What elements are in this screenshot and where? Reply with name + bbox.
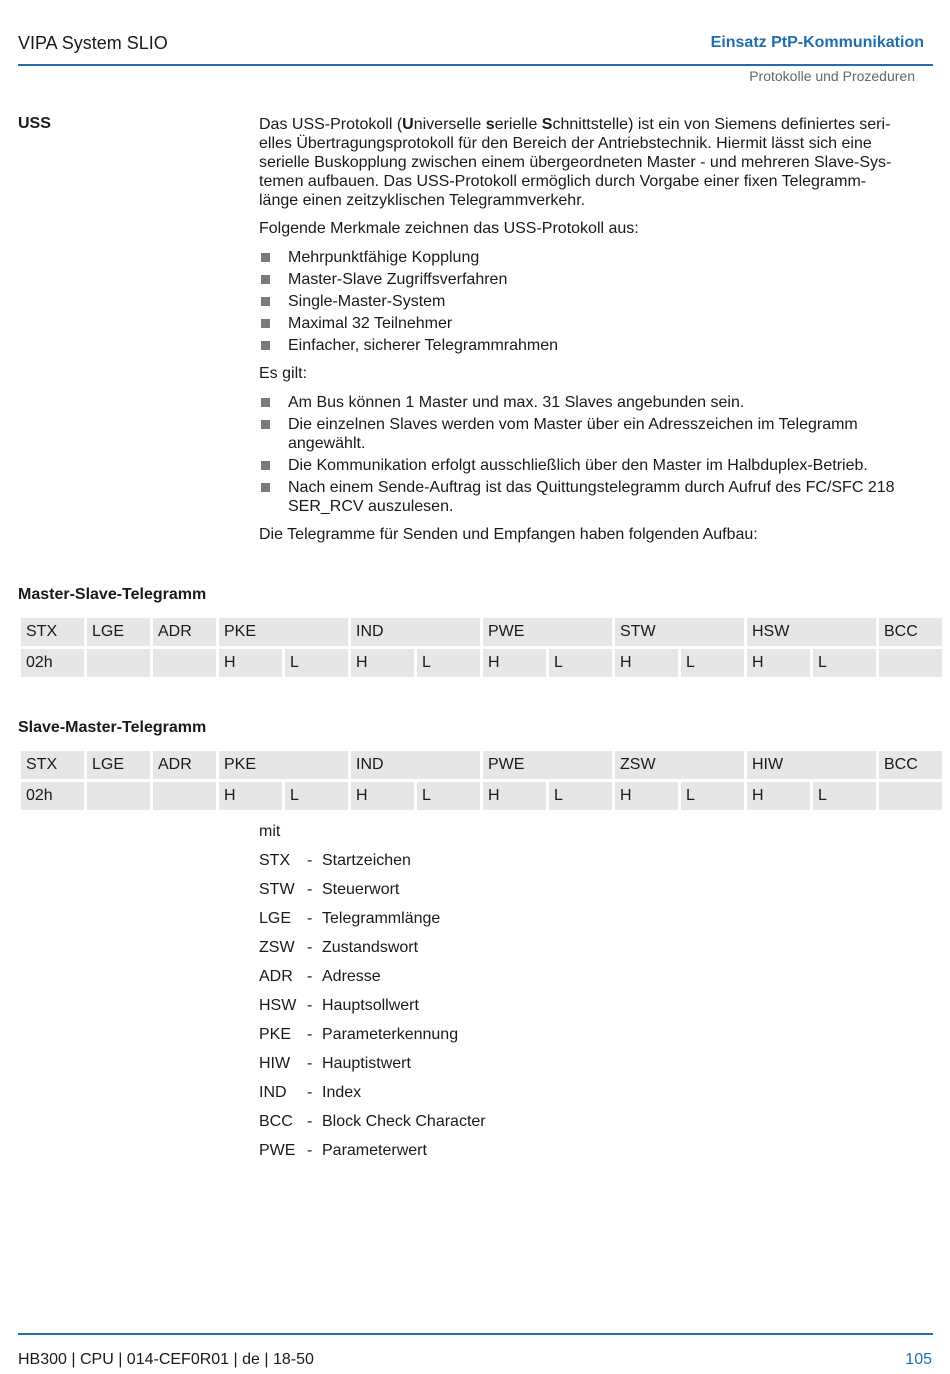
abbreviation-value: Hauptsollwert — [322, 997, 419, 1014]
rules-list — [259, 393, 934, 516]
table-header-cell: HIW — [747, 751, 876, 779]
table-cell: H — [219, 649, 282, 677]
table-cell: 02h — [21, 649, 84, 677]
abbreviation-value: Telegrammlänge — [322, 910, 441, 927]
page-number: 105 — [905, 1351, 932, 1368]
master-slave-heading: Master-Slave-Telegramm — [18, 586, 207, 603]
list-item — [259, 456, 934, 475]
table-cell: H — [351, 782, 414, 810]
table-cell: L — [681, 649, 744, 677]
table-cell — [153, 782, 216, 810]
list-item-text: SER_RCV auszulesen. — [288, 498, 454, 515]
table-cell: L — [813, 649, 876, 677]
table-header-cell: IND — [351, 751, 480, 779]
abbreviation-dash: - — [307, 881, 313, 898]
abbreviation-row — [259, 909, 486, 938]
list-item-text: Die einzelnen Slaves werden vom Master über ein Adresszeichen im Telegramm — [288, 416, 858, 433]
list-item-text: Single-Master-System — [288, 293, 446, 310]
abbreviation-label: mit — [259, 823, 281, 840]
table-cell: L — [813, 782, 876, 810]
master-slave-table — [18, 615, 945, 680]
abbreviation-legend — [259, 822, 486, 1170]
section-title: Protokolle und Prozeduren — [749, 68, 915, 84]
square-bullet-icon — [261, 319, 270, 328]
intro-paragraph — [259, 115, 934, 210]
abbreviation-dash: - — [307, 997, 313, 1014]
intro-bold-u: U — [402, 116, 414, 133]
list-item-text: Einfacher, sicherer Telegrammrahmen — [288, 337, 559, 354]
abbreviation-key: LGE — [259, 910, 292, 927]
abbreviation-row — [259, 1141, 486, 1170]
table-header-cell: PKE — [219, 618, 348, 646]
abbreviation-row — [259, 996, 486, 1025]
table-header-cell: BCC — [879, 751, 942, 779]
list-item — [259, 314, 934, 333]
abbreviation-value: Steuerwort — [322, 881, 400, 898]
table-cell — [87, 649, 150, 677]
chapter-title: Einsatz PtP-Kommunikation — [710, 34, 924, 51]
list-item-text: Master-Slave Zugriffsverfahren — [288, 271, 508, 288]
square-bullet-icon — [261, 297, 270, 306]
list-item — [259, 415, 934, 453]
list-item-text: Am Bus können 1 Master und max. 31 Slaves angebunden sein. — [288, 394, 745, 411]
list-item-text: Maximal 32 Teilnehmer — [288, 315, 453, 332]
abbreviation-key: PKE — [259, 1026, 292, 1043]
abbreviation-dash: - — [307, 910, 313, 927]
intro-text: erielle — [494, 116, 542, 133]
table-cell: H — [483, 782, 546, 810]
intro-text: niverselle — [413, 116, 486, 133]
abbreviation-row — [259, 880, 486, 909]
list-item — [259, 336, 934, 355]
table-header-cell: IND — [351, 618, 480, 646]
table-cell: H — [483, 649, 546, 677]
table-cell: L — [285, 782, 348, 810]
abbreviation-key: HSW — [259, 997, 297, 1014]
table-cell: H — [615, 782, 678, 810]
slave-master-heading: Slave-Master-Telegramm — [18, 719, 207, 736]
square-bullet-icon — [261, 275, 270, 284]
intro-line-2: elles Übertragungsprotokoll für den Bereich der Antriebstechnik. Hiermit lässt sich eine — [259, 135, 872, 152]
table-header-cell: BCC — [879, 618, 942, 646]
abbreviation-dash: - — [307, 1113, 313, 1130]
abbreviation-row — [259, 851, 486, 880]
square-bullet-icon — [261, 483, 270, 492]
list-item — [259, 248, 934, 267]
list-item-text: Die Kommunikation erfolgt ausschließlich über den Master im Halbduplex-Betrieb. — [288, 457, 868, 474]
intro-line-3: serielle Buskopplung zwischen einem übergeordneten Master - und mehreren Slave-Sys- — [259, 154, 892, 171]
list-item — [259, 270, 934, 289]
table-header-cell: PWE — [483, 751, 612, 779]
table-header-cell: ADR — [153, 618, 216, 646]
abbreviation-dash: - — [307, 852, 313, 869]
table-cell: H — [615, 649, 678, 677]
header-rule — [18, 64, 933, 66]
telegram-intro: Die Telegramme für Senden und Empfangen haben folgenden Aufbau: — [259, 526, 758, 543]
abbreviation-key: BCC — [259, 1113, 293, 1130]
table-header-cell: LGE — [87, 618, 150, 646]
footer-rule — [18, 1333, 933, 1335]
square-bullet-icon — [261, 420, 270, 429]
body-column — [259, 115, 934, 544]
abbreviation-key: IND — [259, 1084, 287, 1101]
abbreviation-value: Parameterkennung — [322, 1026, 459, 1043]
abbreviation-row — [259, 1083, 486, 1112]
list-item-text: angewählt. — [288, 435, 366, 452]
table-header-cell: ZSW — [615, 751, 744, 779]
intro-line-1 — [259, 116, 890, 133]
table-cell: L — [417, 649, 480, 677]
table-header-cell: STX — [21, 751, 84, 779]
abbreviation-row — [259, 1025, 486, 1054]
intro-bold-s2: S — [541, 116, 553, 133]
abbreviation-value: Index — [322, 1084, 362, 1101]
table-cell: L — [285, 649, 348, 677]
abbreviation-value: Zustandswort — [322, 939, 419, 956]
list-item — [259, 393, 934, 412]
abbreviation-value: Hauptistwert — [322, 1055, 411, 1072]
table-cell — [153, 649, 216, 677]
footer-document-info: HB300 | CPU | 014-CEF0R01 | de | 18-50 — [18, 1351, 314, 1368]
abbreviation-value: Adresse — [322, 968, 381, 985]
abbreviation-key: HIW — [259, 1055, 291, 1072]
abbreviation-key: ZSW — [259, 939, 295, 956]
square-bullet-icon — [261, 461, 270, 470]
rules-intro: Es gilt: — [259, 365, 308, 382]
document-title: VIPA System SLIO — [18, 33, 168, 53]
intro-line-4: temen aufbauen. Das USS-Protokoll ermöglich durch Vorgabe einer fixen Telegramm- — [259, 173, 867, 190]
intro-text: chnittstelle) ist ein von Siemens definiertes seri- — [552, 116, 891, 133]
abbreviation-dash: - — [307, 968, 313, 985]
list-item — [259, 478, 934, 516]
abbreviation-dash: - — [307, 1026, 313, 1043]
table-row — [21, 649, 942, 677]
slave-master-table — [18, 748, 945, 813]
table-header-cell: STX — [21, 618, 84, 646]
abbreviation-value: Parameterwert — [322, 1142, 427, 1159]
abbreviation-value: Startzeichen — [322, 852, 411, 869]
features-intro: Folgende Merkmale zeichnen das USS-Protokoll aus: — [259, 220, 639, 237]
abbreviation-value: Block Check Character — [322, 1113, 486, 1130]
abbreviation-key: STX — [259, 852, 291, 869]
intro-line-5: länge einen zeitzyklischen Telegrammverkehr. — [259, 192, 586, 209]
intro-text: Das USS-Protokoll ( — [259, 116, 403, 133]
intro-bold-s: s — [485, 116, 495, 133]
table-header-row — [21, 751, 942, 779]
table-header-cell: PWE — [483, 618, 612, 646]
table-header-cell: PKE — [219, 751, 348, 779]
square-bullet-icon — [261, 341, 270, 350]
table-header-cell: ADR — [153, 751, 216, 779]
table-cell: L — [549, 782, 612, 810]
table-cell: H — [747, 782, 810, 810]
abbreviation-dash: - — [307, 1084, 313, 1101]
abbreviation-key: STW — [259, 881, 295, 898]
table-cell: L — [417, 782, 480, 810]
table-row — [21, 782, 942, 810]
table-cell: L — [549, 649, 612, 677]
table-header-row — [21, 618, 942, 646]
square-bullet-icon — [261, 253, 270, 262]
abbreviation-row — [259, 938, 486, 967]
features-list — [259, 248, 934, 355]
abbreviation-row — [259, 1112, 486, 1141]
table-cell: L — [681, 782, 744, 810]
table-header-cell: LGE — [87, 751, 150, 779]
square-bullet-icon — [261, 398, 270, 407]
table-header-cell: HSW — [747, 618, 876, 646]
table-cell — [87, 782, 150, 810]
abbreviation-row — [259, 967, 486, 996]
table-cell: H — [351, 649, 414, 677]
table-cell — [879, 782, 942, 810]
list-item-text: Mehrpunktfähige Kopplung — [288, 249, 480, 266]
table-cell: H — [747, 649, 810, 677]
list-item — [259, 292, 934, 311]
table-cell — [879, 649, 942, 677]
abbreviation-dash: - — [307, 1055, 313, 1072]
list-item-text: Nach einem Sende-Auftrag ist das Quittungstelegramm durch Aufruf des FC/SFC 218 — [288, 479, 895, 496]
abbreviation-row — [259, 1054, 486, 1083]
side-heading: USS — [18, 115, 51, 132]
table-cell: H — [219, 782, 282, 810]
abbreviation-key: ADR — [259, 968, 293, 985]
abbreviation-key: PWE — [259, 1142, 296, 1159]
abbreviation-dash: - — [307, 939, 313, 956]
table-header-cell: STW — [615, 618, 744, 646]
abbreviation-dash: - — [307, 1142, 313, 1159]
table-cell: 02h — [21, 782, 84, 810]
